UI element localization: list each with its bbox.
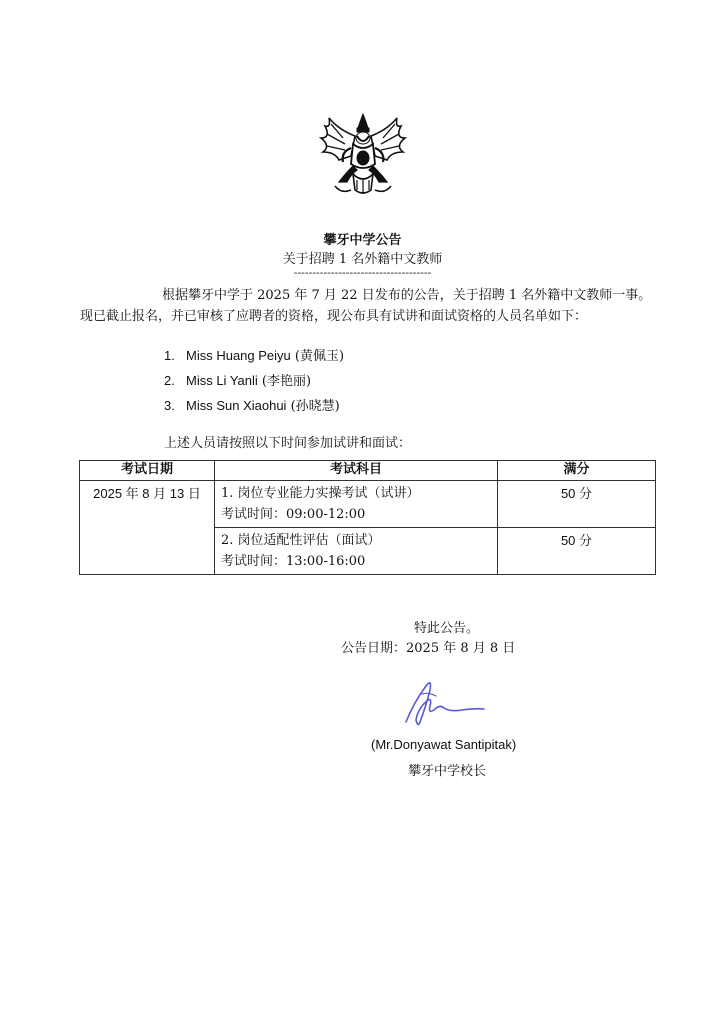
notice-title: 攀牙中学公告 — [323, 233, 402, 248]
exam-subject-cell — [215, 481, 498, 528]
exam-schedule-table — [79, 460, 656, 575]
header-exam-subject: 考试科目 — [215, 461, 498, 481]
exam-subject: 2. 岗位适配性评估（面试） — [221, 533, 381, 548]
candidate-list — [164, 346, 344, 421]
candidate-name: Miss Li Yanli — [186, 373, 258, 388]
signer-position: 攀牙中学校长 — [408, 764, 487, 779]
exam-time: 考试时间：09:00-12:00 — [221, 507, 366, 522]
header-exam-date: 考试日期 — [80, 461, 215, 481]
exam-date-cell: 2025 年 8 月 13 日 — [80, 481, 215, 575]
list-number: 1. — [164, 348, 175, 363]
candidate-name: Miss Sun Xiaohui — [186, 398, 287, 413]
list-number: 2. — [164, 373, 175, 388]
list-number: 3. — [164, 398, 175, 413]
list-item — [164, 371, 344, 396]
signature — [392, 672, 492, 730]
closing-text: 特此公告。 — [414, 621, 480, 636]
intro-paragraph: 根据攀牙中学于 2025 年 7 月 22 日发布的公告，关于招聘 1 名外籍中文教师一事。现已截止报名，并已审核了应聘者的资格，现公布具有试讲和面试资格的人员名单如下： — [80, 288, 652, 324]
list-item — [164, 346, 344, 371]
full-score-cell: 50 分 — [498, 481, 656, 528]
list-item — [164, 396, 344, 421]
candidate-chinese-name: (孙晓慧) — [290, 399, 340, 414]
header-full-score: 满分 — [498, 461, 656, 481]
candidate-chinese-name: (黄佩玉) — [294, 349, 345, 364]
notice-subject: 关于招聘 1 名外籍中文教师 — [282, 252, 443, 267]
signer-name: (Mr.Donyawat Santipitak) — [371, 737, 517, 752]
exam-time: 考试时间：13:00-16:00 — [221, 554, 366, 569]
garuda-emblem — [317, 112, 409, 198]
exam-subject: 1. 岗位专业能力实操考试（试讲） — [221, 486, 420, 501]
announcement-date: 公告日期：2025 年 8 月 8 日 — [341, 641, 516, 656]
separator-line: ------------------------------------- — [293, 266, 432, 279]
schedule-intro: 上述人员请按照以下时间参加试讲和面试： — [164, 436, 412, 451]
exam-subject-cell — [215, 528, 498, 575]
table-row — [80, 481, 656, 528]
candidate-chinese-name: (李艳丽) — [261, 374, 312, 389]
full-score-cell: 50 分 — [498, 528, 656, 575]
table-header-row — [80, 461, 656, 481]
candidate-name: Miss Huang Peiyu — [186, 348, 291, 363]
